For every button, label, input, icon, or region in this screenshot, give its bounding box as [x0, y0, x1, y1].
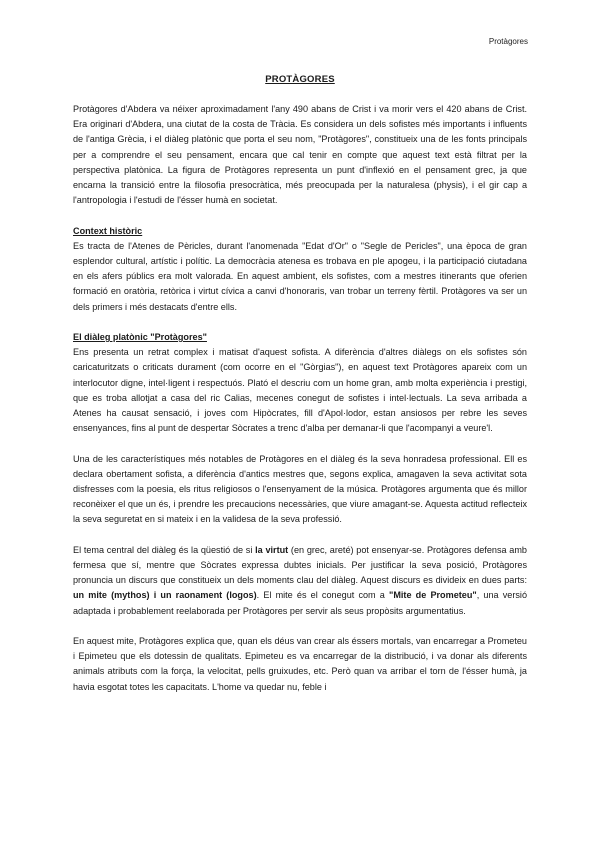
text-run: . El mite és el conegut com a — [256, 590, 390, 601]
dialogue-paragraph-3 — [73, 543, 527, 619]
bold-term-myth-logos: un mite (mythos) i un raonament (logos) — [73, 590, 257, 601]
intro-paragraph: Protàgores d'Abdera va néixer aproximadament l'any 490 abans de Crist i va morir vers el 420 abans de Crist. Era originari d'Abdera, una ciutat de la costa de Tràcia. Es considera un dels sofistes més importants i influents de l'antiga Grècia, i el diàleg platònic que porta el seu nom, "Protàgores", constitueix una de les fonts principals per a comprendre el seu pensament, encara que cal tenir en compte que aquest text està filtrat per la perspectiva platònica. La figura de Protàgores representa un punt d'inflexió en el pensament grec, ja que encarna la transició entre la filosofia presocràtica, més preocupada per la naturalesa (physis), i el gir cap a l'antropologia i l'estudi de l'ésser humà en societat. — [73, 104, 527, 206]
context-paragraph: Es tracta de l'Atenes de Pèricles, durant l'anomenada "Edat d'Or" o "Segle de Pericles", una època de gran esplendor cultural, artístic i polític. La democràcia atenesa es trobava en ple apogeu, i la participació ciutadana en els afers públics era molt valorada. En aquest ambient, els sofistes, com a mestres itinerants que oferien formació en oratòria, retòrica i virtut cívica a canvi d'honoraris, van trobar un terreny fèrtil. Protàgores va ser un dels primers i més destacats d'entre ells. — [73, 240, 527, 312]
dialogue-paragraph-2: Una de les característiques més notables de Protàgores en el diàleg és la seva honradesa professional. Ell es declara obertament sofista, a diferència d'antics mestres que, segons explica, amagaven la seva activitat sota disfresses com la poesia, els ritus religiosos o l'ensenyament de la música. Protàgores argumenta que és millor reconèixer el que un és, i prendre les precaucions necessàries, que viure amagant-se. Aquesta actitud reflecteix la seva seguretat en si mateix i en la validesa de la seva professió. — [73, 453, 527, 525]
document-body — [73, 102, 527, 695]
text-run: (en grec, areté) pot ensenyar-se. Protàgores defensa amb fermesa que sí, mentre que Sòcrates expressa dubtes inicials. Per justificar la seva posició, Protàgores pronuncia un discurs que constitueix un dels moments clau del diàleg. Aquest discurs es divideix en dues parts: — [73, 544, 527, 586]
text-run: , una versió adaptada i probablement reelaborada per Protàgores per servir als seus propòsits argumentatius. — [73, 590, 528, 616]
dialogue-paragraph-4: En aquest mite, Protàgores explica que, quan els déus van crear als éssers mortals, van encarregar a Prometeu i Epimeteu que els dotessin de qualitats. Epimeteu es va encarregar de la distribució, i va donar als diferents animals atributs com la força, la velocitat, pells gruixudes, etc. Però quan va arribar el torn de l'ésser humà, ja havia esgotat totes les capacitats. L'home va quedar nu, feble i — [73, 636, 527, 692]
section-heading-context: Context històric — [73, 225, 143, 236]
dialogue-paragraph-1: Ens presenta un retrat complex i matisat d'aquest sofista. A diferència d'altres diàlegs on els sofistes són caricaturitzats o criticats durament (com ocorre en el "Gòrgias"), en aquest text Protàgores apareix com un interlocutor digne, intel·ligent i respectuós. Plató el descriu com un home gran, amb molta experiència i prestigi, que es troba allotjat a casa del ric Calias, mecenes conegut de sofistes i intel·lectuals. La seva arribada a Atenes ha causat sensació, i joves com Hipòcrates, fill d'Apol·lodor, estan ansiosos per rebre les seves ensenyances, fins al punt de despertar Sòcrates a trenc d'alba per demanar-li que l'acompanyi a veure'l. — [73, 347, 527, 434]
bold-term-prometheus: "Mite de Prometeu" — [389, 590, 477, 601]
bold-term-virtue: la virtut — [255, 544, 289, 555]
page-title: PROTÀGORES — [265, 74, 335, 85]
running-header: Protàgores — [488, 37, 528, 46]
text-run: El tema central del diàleg és la qüestió de si — [73, 544, 256, 555]
section-heading-dialogue: El diàleg platònic "Protàgores" — [73, 332, 207, 343]
